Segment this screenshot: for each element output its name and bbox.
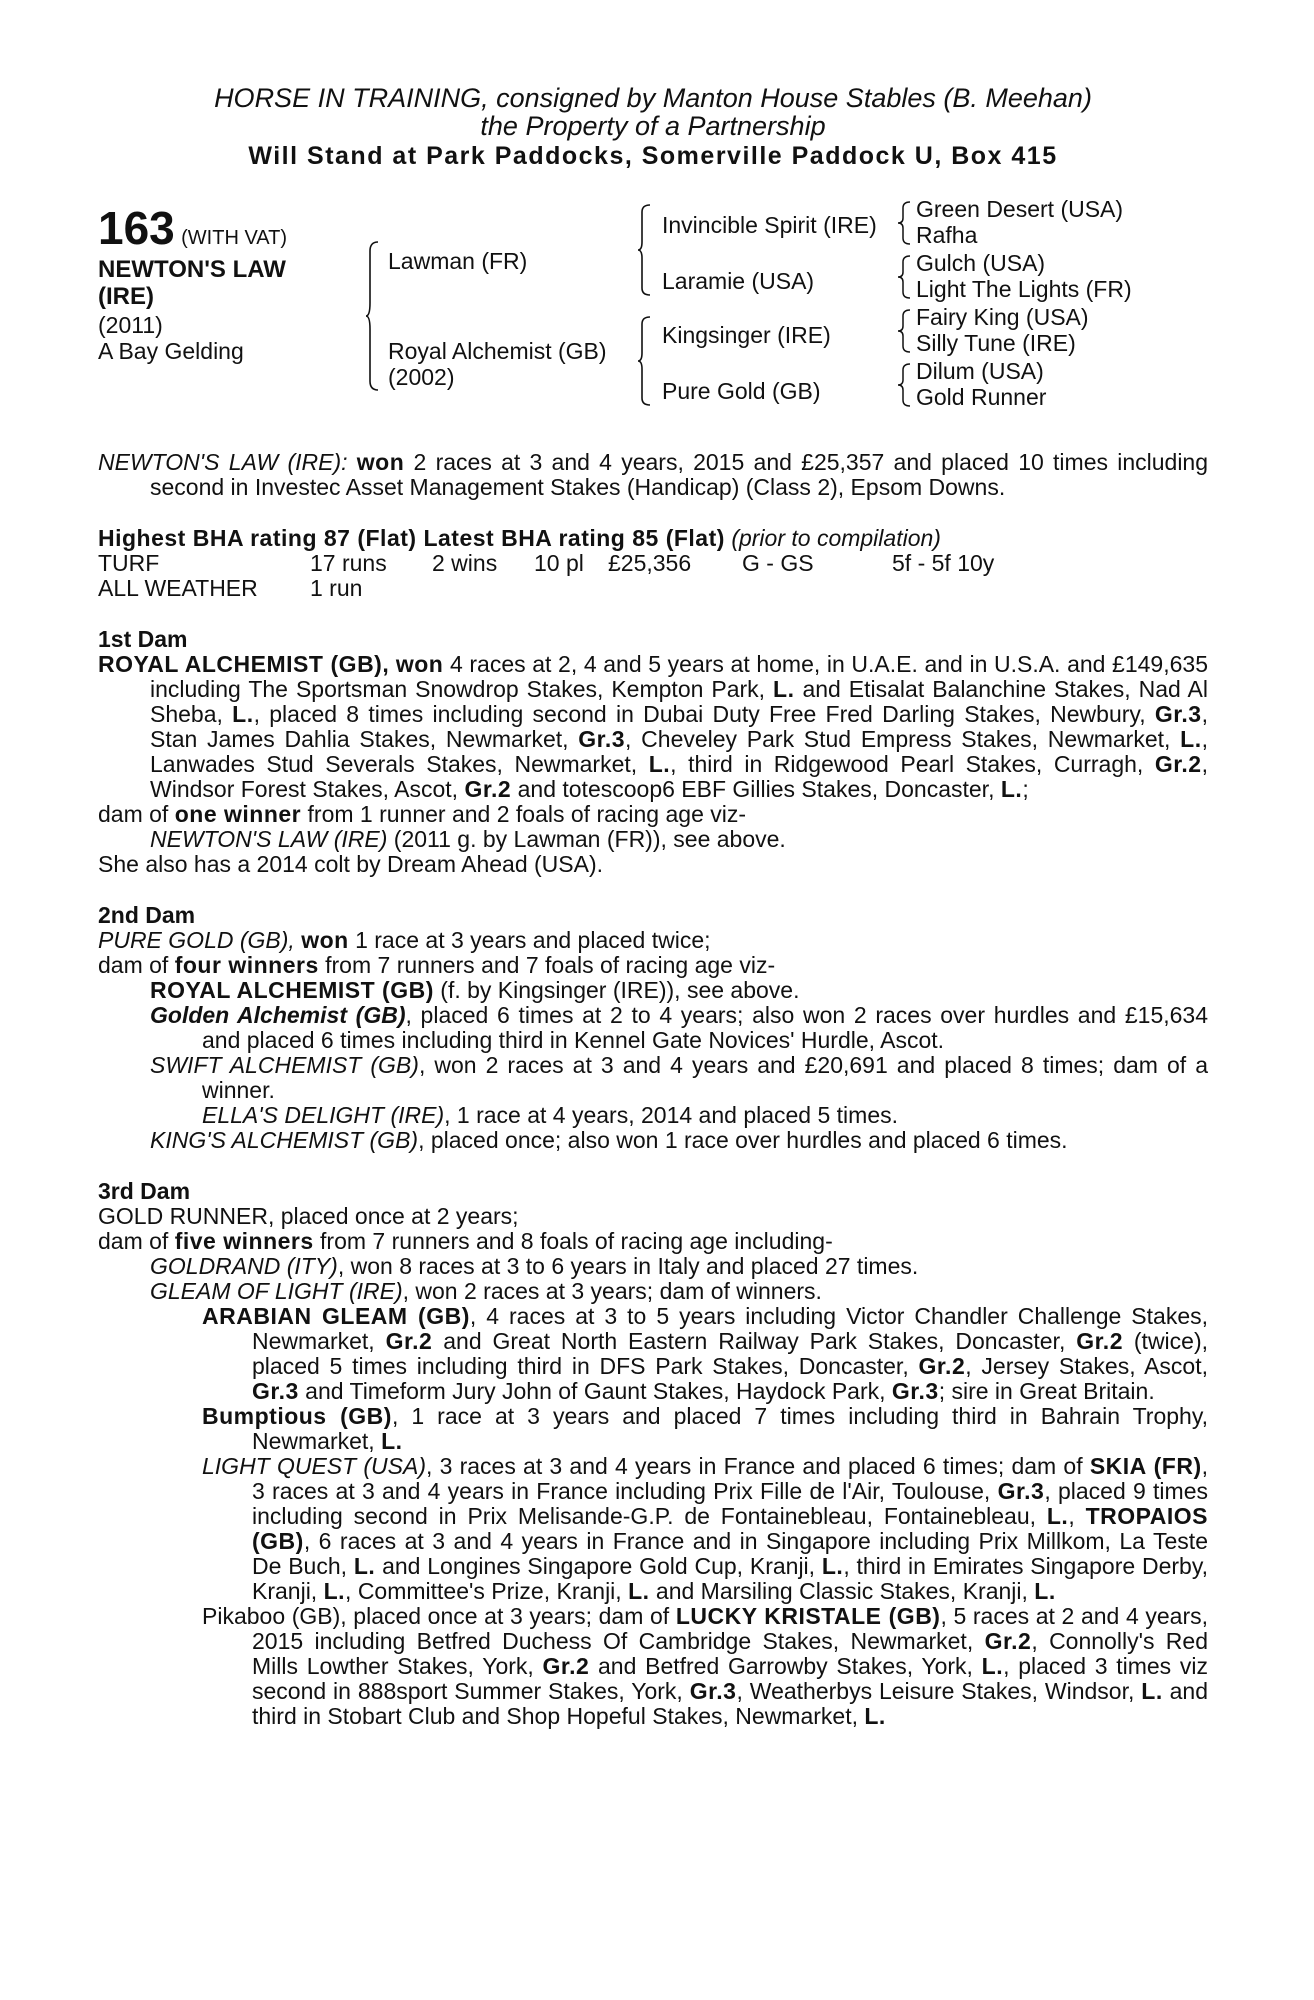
third-dam-progeny-1 (98, 1254, 1208, 1279)
progeny-name: SKIA (FR) (1089, 1453, 1202, 1479)
arabian-gleam-entry (98, 1304, 1208, 1404)
listed-mark: L. (1034, 1578, 1056, 1604)
progeny-text: , placed 6 times at 2 to 4 years; also won 2 races over hurdles and £15,634 and placed 6 times including third in Kennel Gate Novices' Hurdle, Ascot. (202, 1002, 1209, 1053)
progeny-text: and Great North Eastern Railway Park Stakes, Doncaster, (432, 1328, 1077, 1354)
first-dam-record (98, 652, 1208, 802)
progeny-text: , 1 race at 4 years, 2014 and placed 5 times. (444, 1102, 899, 1128)
progeny-text: , won 2 races at 3 years; dam of winners. (402, 1278, 822, 1304)
turf-record (98, 551, 1208, 576)
summary-text: 2 races at 3 and 4 years, 2015 and £25,357 and placed 10 times including second in Investec Asset Management Stakes (Handicap) (Class 2), Epsom Downs. (150, 449, 1209, 500)
third-dam-heading: 3rd Dam (98, 1178, 191, 1204)
group-mark: Gr.2 (984, 1628, 1032, 1654)
third-dam-progeny-2 (98, 1279, 1208, 1304)
listed-mark: L. (232, 701, 254, 727)
listed-mark: L. (864, 1703, 886, 1729)
first-dam-text: , Lanwades Stud Severals Stakes, Newmarket, (150, 726, 1208, 777)
winners-count: one winner (174, 801, 302, 827)
listed-mark: L. (381, 1428, 403, 1454)
progeny-text: Pikaboo (GB), placed once at 3 years; dam of (202, 1603, 676, 1629)
first-dam-text: , third in Ridgewood Pearl Stakes, Curragh, (670, 751, 1155, 777)
first-dam-text: , Stan James Dahlia Stakes, Newmarket, (150, 701, 1208, 752)
progeny-name: ROYAL ALCHEMIST (GB) (150, 977, 434, 1003)
pedigree-brace-dam (638, 316, 652, 406)
group-mark: Gr.2 (918, 1353, 966, 1379)
ownership-line: the Property of a Partnership (480, 111, 826, 141)
produce-text: dam of (98, 1228, 175, 1254)
listed-mark: L. (981, 1653, 1004, 1679)
group-mark: Gr.3 (1154, 701, 1202, 727)
group-mark: Gr.3 (578, 726, 626, 752)
summary-won: won (356, 449, 405, 475)
second-dam-progeny-2 (98, 1003, 1208, 1053)
group-mark: Gr.2 (385, 1328, 433, 1354)
progeny-name: SWIFT ALCHEMIST (GB) (150, 1052, 419, 1078)
listed-mark: L. (1046, 1503, 1069, 1529)
pedigree-brace-g1 (898, 200, 912, 246)
pedigree-brace-sire (638, 204, 652, 296)
progeny-name: KING'S ALCHEMIST (GB) (150, 1127, 419, 1153)
listed-mark: L. (628, 1578, 650, 1604)
turf-distance: 5f - 5f 10y (892, 550, 995, 576)
produce-text: from 1 runner and 2 foals of racing age viz- (301, 801, 747, 827)
progeny-text: and Longines Singapore Gold Cup, Kranji, (375, 1553, 822, 1579)
winners-count: four winners (174, 952, 319, 978)
winners-count: five winners (174, 1228, 314, 1254)
group-mark: Gr.3 (252, 1378, 299, 1404)
dam-year: (2002) (388, 364, 455, 390)
progeny-name: TROPAIOS (GB) (252, 1503, 1209, 1554)
gg-1: Green Desert (USA) (916, 196, 1124, 222)
rating-heading: Highest BHA rating 87 (Flat) Latest BHA rating 85 (Flat) (98, 525, 725, 551)
pikaboo-entry (98, 1604, 1208, 1729)
progeny-text: (2011 g. by Lawman (FR)), see above. (387, 826, 786, 852)
aw-runs: 1 run (310, 575, 363, 601)
second-dam-grand-progeny (98, 1103, 1208, 1128)
first-dam-text: , Cheveley Park Stud Empress Stakes, Newmarket, (625, 726, 1181, 752)
produce-text: dam of (98, 952, 175, 978)
listed-mark: L. (1141, 1678, 1163, 1704)
progeny-text: , Weatherbys Leisure Stakes, Windsor, (736, 1678, 1142, 1704)
dam-sire: Kingsinger (IRE) (662, 322, 831, 348)
progeny-text: , Committee's Prize, Kranji, (345, 1578, 629, 1604)
gg-6: Silly Tune (IRE) (916, 330, 1076, 356)
third-dam-produce-summary (98, 1229, 1208, 1254)
produce-text: from 7 runners and 8 foals of racing age including- (313, 1228, 833, 1254)
progeny-name: LUCKY KRISTALE (GB) (675, 1603, 941, 1629)
listed-mark: L. (353, 1553, 376, 1579)
turf-label: TURF (98, 550, 160, 576)
progeny-text: , placed 3 times viz second in 888sport Summer Stakes, York, (252, 1653, 1208, 1704)
vat-note: (WITH VAT) (181, 227, 288, 249)
sire-sire: Invincible Spirit (IRE) (662, 212, 877, 238)
horse-name-line2: (IRE) (98, 283, 154, 310)
foaling-year: (2011) (98, 312, 163, 338)
gg-2: Rafha (916, 222, 978, 248)
second-dam-progeny-4 (98, 1128, 1208, 1153)
turf-going: G - GS (742, 550, 814, 576)
progeny-name: LIGHT QUEST (USA) (202, 1453, 426, 1479)
gg-4: Light The Lights (FR) (916, 276, 1132, 302)
first-dam-won: won (395, 651, 444, 677)
first-dam-text: and totescoop6 EBF Gillies Stakes, Doncaster, (511, 776, 1001, 802)
second-dam-text: 1 race at 3 years and placed twice; (348, 927, 711, 953)
listed-mark: L. (1180, 726, 1202, 752)
second-dam-heading: 2nd Dam (98, 902, 196, 928)
group-mark: Gr.2 (1154, 751, 1202, 777)
progeny-name: Bumptious (GB) (202, 1403, 392, 1429)
ratings-block (98, 526, 1208, 601)
progeny-text: , won 2 races at 3 and 4 years and £20,691 and placed 8 times; dam of a winner. (202, 1052, 1208, 1103)
dam-dam: Pure Gold (GB) (662, 378, 821, 404)
lot-number: 163 (98, 202, 175, 254)
sire-dam: Laramie (USA) (662, 268, 815, 294)
progeny-text: , placed 9 times including second in Prix Melisande-G.P. de Fontainebleau, Fontainebleau, (252, 1478, 1208, 1529)
listed-mark: L. (323, 1578, 346, 1604)
progeny-text: , 4 races at 3 to 5 years including Victor Chandler Challenge Stakes, Newmarket, (252, 1303, 1208, 1354)
progeny-name: ELLA'S DELIGHT (IRE) (202, 1102, 445, 1128)
first-dam-text: ; (1022, 776, 1029, 802)
pedigree-brace-main (366, 241, 380, 391)
aw-label: ALL WEATHER (98, 575, 258, 601)
progeny-text: , Jersey Stakes, Ascot, (965, 1353, 1209, 1379)
pedigree-block (98, 196, 1208, 436)
first-dam-name: ROYAL ALCHEMIST (GB), (98, 651, 390, 677)
second-dam-won: won (301, 927, 349, 953)
light-quest-entry (98, 1454, 1208, 1604)
progeny-text: , 6 races at 3 and 4 years in France and in Singapore including Prix Millkom, La Teste De Buch, (252, 1528, 1208, 1579)
first-dam-text: , Windsor Forest Stakes, Ascot, (150, 751, 1208, 802)
progeny-text: , won 8 races at 3 to 6 years in Italy and placed 27 times. (337, 1253, 919, 1279)
progeny-text: , (1068, 1503, 1086, 1529)
listed-mark: L. (1000, 776, 1023, 802)
listed-mark: L. (648, 751, 671, 777)
first-dam-section (98, 627, 1208, 877)
turf-placed: 10 pl (534, 550, 584, 576)
first-dam-also: She also has a 2014 colt by Dream Ahead (USA). (98, 851, 604, 877)
group-mark: Gr.3 (891, 1378, 939, 1404)
group-mark: Gr.2 (464, 776, 512, 802)
progeny-text: and Marsiling Classic Stakes, Kranji, (649, 1578, 1035, 1604)
progeny-name: GOLDRAND (ITY) (150, 1253, 338, 1279)
first-dam-text: and Etisalat Balanchine Stakes, Nad Al Sheba, (150, 676, 1208, 727)
turf-prize-money: £25,356 (608, 550, 692, 576)
group-mark: Gr.3 (689, 1678, 737, 1704)
horse-description: A Bay Gelding (98, 338, 244, 364)
progeny-text: and Betfred Garrowby Stakes, York, (589, 1653, 982, 1679)
progeny-name: ARABIAN GLEAM (GB) (202, 1303, 470, 1329)
dam-name: Royal Alchemist (GB) (388, 338, 607, 364)
progeny-name: Golden Alchemist (GB) (150, 1002, 406, 1028)
horse-name-line1: NEWTON'S LAW (98, 256, 286, 283)
produce-text: from 7 runners and 7 foals of racing age viz- (318, 952, 776, 978)
first-dam-progeny-1 (98, 827, 1208, 852)
progeny-text: , Connolly's Red Mills Lowther Stakes, York, (252, 1628, 1208, 1679)
second-dam-progeny-1 (98, 978, 1208, 1003)
bumptious-entry (98, 1404, 1208, 1454)
consignor-line: HORSE IN TRAINING, consigned by Manton House Stables (B. Meehan) (214, 83, 1092, 113)
progeny-name: NEWTON'S LAW (IRE) (150, 826, 388, 852)
progeny-text: (f. by Kingsinger (IRE)), see above. (433, 977, 800, 1003)
progeny-text: , placed once; also won 1 race over hurdles and placed 6 times. (418, 1127, 1068, 1153)
pedigree-brace-g4 (898, 362, 912, 408)
group-mark: Gr.3 (997, 1478, 1045, 1504)
progeny-text: ; sire in Great Britain. (938, 1378, 1155, 1404)
second-dam-name: PURE GOLD (GB), (98, 927, 295, 953)
second-dam-record (98, 928, 1208, 953)
progeny-text: and Timeform Jury John of Gaunt Stakes, Haydock Park, (298, 1378, 892, 1404)
aw-record (98, 576, 1208, 601)
progeny-name: GLEAM OF LIGHT (IRE) (150, 1278, 403, 1304)
group-mark: Gr.2 (1076, 1328, 1123, 1354)
second-dam-section (98, 903, 1208, 1153)
progeny-text: , third in Emirates Singapore Derby, Kranji, (252, 1553, 1208, 1604)
first-dam-text: , placed 8 times including second in Dubai Duty Free Fred Darling Stakes, Newbury, (253, 701, 1155, 727)
progeny-text: , 3 races at 3 and 4 years in France and placed 6 times; dam of (426, 1453, 1090, 1479)
summary-horse-name: NEWTON'S LAW (IRE): (98, 449, 348, 475)
progeny-text: , 1 race at 3 years and placed 7 times including third in Bahrain Trophy, Newmarket, (252, 1403, 1209, 1454)
third-dam-record: GOLD RUNNER, placed once at 2 years; (98, 1203, 519, 1229)
pedigree-brace-g2 (898, 254, 912, 300)
progeny-text: , 3 races at 3 and 4 years in France including Prix Fille de l'Air, Toulouse, (252, 1453, 1209, 1504)
pedigree-brace-g3 (898, 308, 912, 354)
sire-name: Lawman (FR) (388, 248, 528, 274)
lot-heading (98, 204, 287, 252)
first-dam-produce-summary (98, 802, 1208, 827)
second-dam-produce-summary (98, 953, 1208, 978)
gg-8: Gold Runner (916, 384, 1047, 410)
gg-3: Gulch (USA) (916, 250, 1046, 276)
first-dam-heading: 1st Dam (98, 626, 188, 652)
stand-location: Will Stand at Park Paddocks, Somerville Paddock U, Box 415 (248, 142, 1058, 170)
group-mark: Gr.2 (542, 1653, 590, 1679)
progeny-text: , 5 races at 2 and 4 years, 2015 including Betfred Duchess Of Cambridge Stakes, Newmarket, (252, 1603, 1208, 1654)
third-dam-section (98, 1179, 1208, 1729)
listed-mark: L. (773, 676, 795, 702)
listed-mark: L. (821, 1553, 844, 1579)
rating-note: (prior to compilation) (731, 525, 941, 551)
turf-runs: 17 runs (310, 550, 387, 576)
progeny-text: (twice), placed 5 times including third in DFS Park Stakes, Doncaster, (252, 1328, 1208, 1379)
catalogue-page (98, 84, 1208, 1729)
produce-text: dam of (98, 801, 175, 827)
first-dam-text: 4 races at 2, 4 and 5 years at home, in U.A.E. and in U.S.A. and £149,635 including The Sportsman Snowdrop Stakes, Kempton Park, (150, 651, 1208, 702)
gg-5: Fairy King (USA) (916, 304, 1089, 330)
race-summary (98, 450, 1208, 500)
second-dam-progeny-3 (98, 1053, 1208, 1103)
gg-7: Dilum (USA) (916, 358, 1044, 384)
progeny-text: and third in Stobart Club and Shop Hopeful Stakes, Newmarket, (252, 1678, 1208, 1729)
turf-wins: 2 wins (432, 550, 498, 576)
